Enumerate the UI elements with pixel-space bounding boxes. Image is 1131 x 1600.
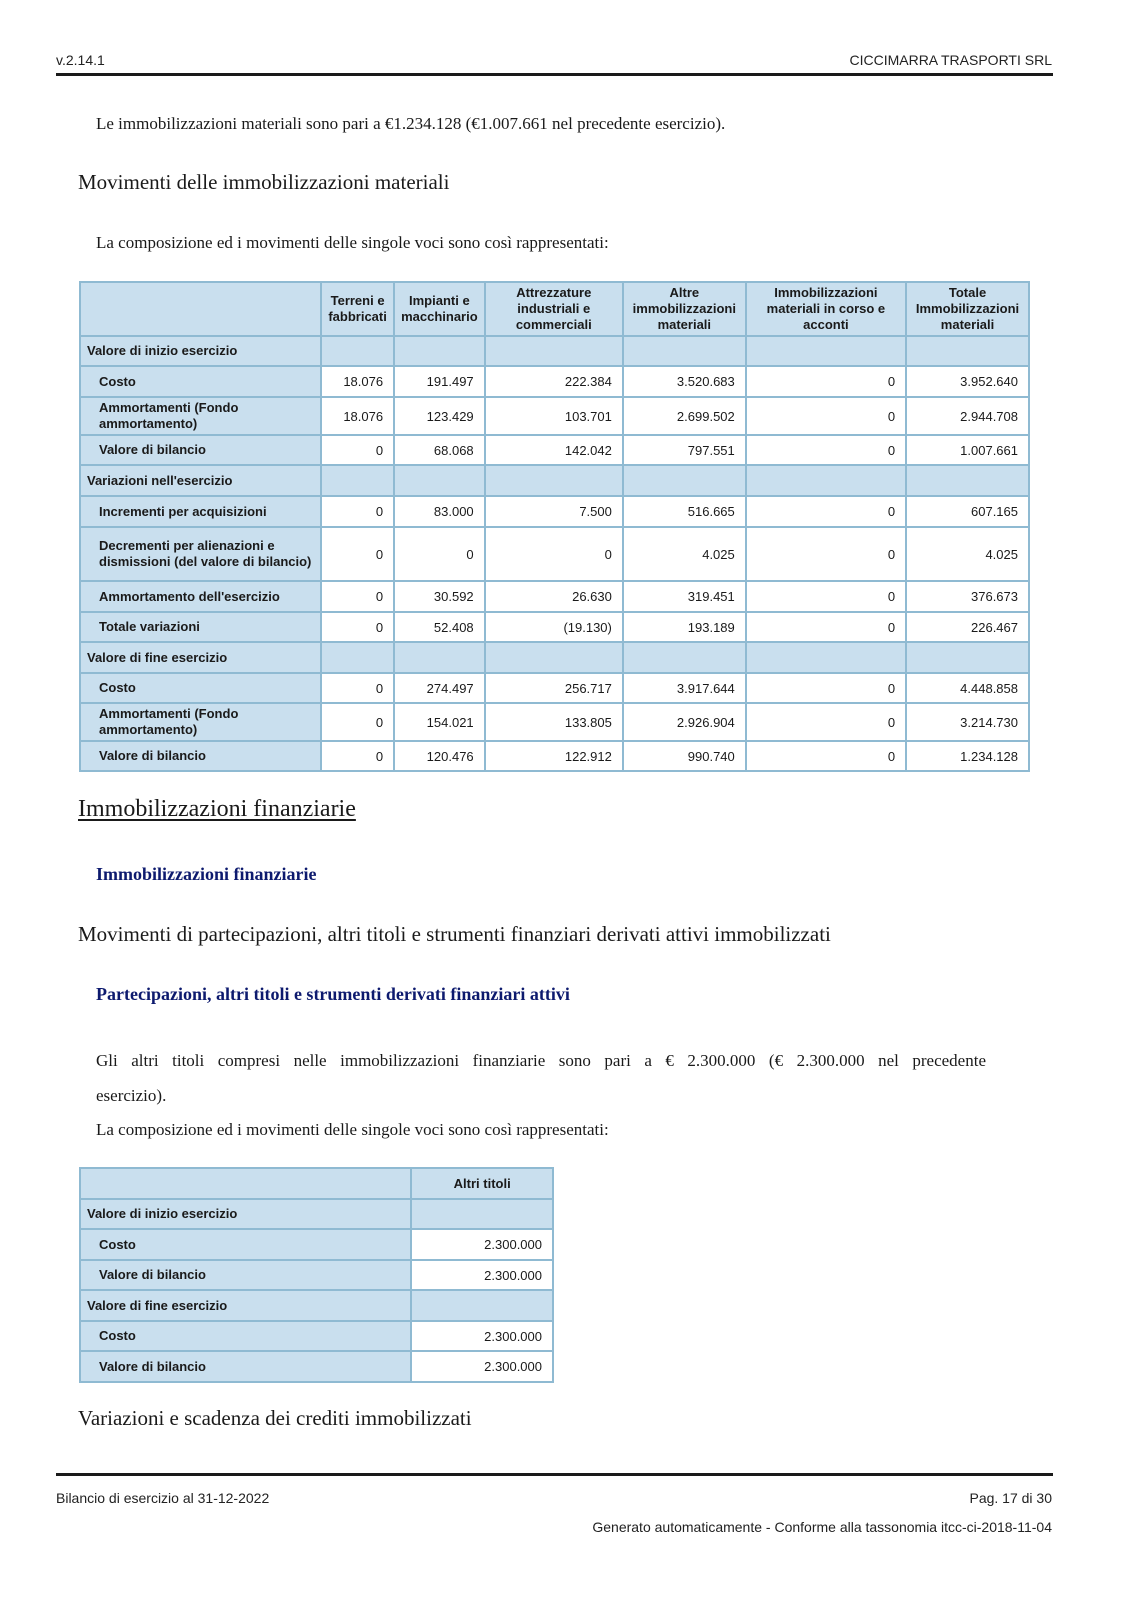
cell-value: 26.630: [485, 581, 623, 612]
cell-value: (19.130): [485, 612, 623, 642]
header-corner-cell: [80, 1168, 411, 1199]
cell-value: 120.476: [394, 741, 485, 771]
table-row: [80, 366, 1029, 397]
cell-value: 2.699.502: [623, 397, 746, 435]
table-row: [80, 703, 1029, 741]
section-title: Variazioni nell'esercizio: [80, 465, 321, 496]
cell-value: 0: [746, 435, 906, 465]
section-title: Valore di inizio esercizio: [80, 1199, 411, 1229]
cell-value: 4.025: [906, 527, 1029, 581]
tangible-assets-movements-table: [79, 281, 1030, 772]
cell-value: 0: [746, 397, 906, 435]
heading-movimenti-partecipazioni: Movimenti di partecipazioni, altri titoli e strumenti finanziari derivati attivi immobilizzati: [78, 922, 831, 946]
cell-value: 256.717: [485, 673, 623, 703]
cell-value: 2.300.000: [411, 1260, 553, 1290]
table-row: [80, 1260, 553, 1290]
cell-value: 3.520.683: [623, 366, 746, 397]
cell-value: 222.384: [485, 366, 623, 397]
row-label: Ammortamenti (Fondo ammortamento): [80, 703, 321, 741]
section-heading-immobilizzazioni-finanziarie: Immobilizzazioni finanziarie: [78, 796, 356, 822]
cell-value: 607.165: [906, 496, 1029, 527]
heading-variazioni-crediti: Variazioni e scadenza dei crediti immobilizzati: [78, 1406, 472, 1430]
row-label: Valore di bilancio: [80, 741, 321, 771]
row-label: Ammortamenti (Fondo ammortamento): [80, 397, 321, 435]
cell-value: 0: [321, 703, 394, 741]
cell-value: 52.408: [394, 612, 485, 642]
cell-value: 103.701: [485, 397, 623, 435]
cell-value: 68.068: [394, 435, 485, 465]
cell-value: 0: [746, 496, 906, 527]
row-label: Costo: [80, 366, 321, 397]
row-label: Decrementi per alienazioni e dismissioni (del valore di bilancio): [80, 527, 321, 581]
intro-paragraph: Le immobilizzazioni materiali sono pari a €1.234.128 (€1.007.661 nel precedente esercizio).: [96, 114, 726, 133]
cell-value: 142.042: [485, 435, 623, 465]
cell-value: 18.076: [321, 397, 394, 435]
row-label: Incrementi per acquisizioni: [80, 496, 321, 527]
cell-value: 123.429: [394, 397, 485, 435]
table-row: [80, 741, 1029, 771]
cell-value: 0: [394, 527, 485, 581]
section-row: [80, 336, 1029, 366]
subheading-partecipazioni: Partecipazioni, altri titoli e strumenti derivati finanziari attivi: [96, 984, 570, 1004]
cell-value: 274.497: [394, 673, 485, 703]
cell-value: 376.673: [906, 581, 1029, 612]
table-row: [80, 581, 1029, 612]
cell-value: 0: [321, 581, 394, 612]
column-header: Terreni e fabbricati: [321, 282, 394, 336]
footer-generated-note: Generato automaticamente - Conforme alla tassonomia itcc-ci-2018-11-04: [592, 1519, 1052, 1535]
section-row: [80, 1290, 553, 1321]
row-label: Costo: [80, 1229, 411, 1260]
row-label: Valore di bilancio: [80, 1351, 411, 1382]
cell-value: 0: [746, 527, 906, 581]
altri-titoli-table: [79, 1167, 554, 1383]
section-heading-movimenti-materiali: Movimenti delle immobilizzazioni materiali: [78, 170, 450, 194]
cell-value: 193.189: [623, 612, 746, 642]
section-title: Valore di fine esercizio: [80, 642, 321, 673]
table-header-row: [80, 282, 1029, 336]
cell-value: 7.500: [485, 496, 623, 527]
column-header: Altri titoli: [411, 1168, 553, 1199]
cell-value: 990.740: [623, 741, 746, 771]
table-row: [80, 673, 1029, 703]
page-number: Pag. 17 di 30: [969, 1490, 1052, 1506]
row-label: Ammortamento dell'esercizio: [80, 581, 321, 612]
section-row: [80, 1199, 553, 1229]
cell-value: 3.917.644: [623, 673, 746, 703]
table-header-row: [80, 1168, 553, 1199]
cell-value: 191.497: [394, 366, 485, 397]
column-header: Altre immobilizzazioni materiali: [623, 282, 746, 336]
table-row: [80, 1229, 553, 1260]
document-version: v.2.14.1: [56, 52, 105, 68]
cell-value: 226.467: [906, 612, 1029, 642]
row-label: Costo: [80, 673, 321, 703]
cell-value: 0: [321, 673, 394, 703]
column-header: Attrezzature industriali e commerciali: [485, 282, 623, 336]
table-lead-paragraph: La composizione ed i movimenti delle singole voci sono così rappresentati:: [96, 233, 609, 252]
cell-value: 0: [746, 703, 906, 741]
section-title: Valore di inizio esercizio: [80, 336, 321, 366]
table-lead-paragraph-2: La composizione ed i movimenti delle singole voci sono così rappresentati:: [96, 1120, 609, 1139]
column-header: Impianti e macchinario: [394, 282, 485, 336]
cell-value: 2.300.000: [411, 1351, 553, 1382]
altri-titoli-paragraph-line2: esercizio).: [96, 1086, 167, 1105]
column-header: Immobilizzazioni materiali in corso e acconti: [746, 282, 906, 336]
cell-value: 18.076: [321, 366, 394, 397]
table-row: [80, 397, 1029, 435]
header-corner-cell: [80, 282, 321, 336]
cell-value: 516.665: [623, 496, 746, 527]
cell-value: 1.007.661: [906, 435, 1029, 465]
cell-value: 0: [485, 527, 623, 581]
table-row: [80, 612, 1029, 642]
section-row: [80, 465, 1029, 496]
footer-divider: [56, 1473, 1053, 1476]
cell-value: 0: [321, 435, 394, 465]
cell-value: 0: [321, 612, 394, 642]
cell-value: 0: [321, 741, 394, 771]
cell-value: 0: [746, 581, 906, 612]
table-row: [80, 1351, 553, 1382]
row-label: Valore di bilancio: [80, 1260, 411, 1290]
cell-value: 797.551: [623, 435, 746, 465]
table-row: [80, 527, 1029, 581]
cell-value: 133.805: [485, 703, 623, 741]
cell-value: 0: [746, 612, 906, 642]
cell-value: 0: [746, 366, 906, 397]
cell-value: 2.926.904: [623, 703, 746, 741]
cell-value: 0: [321, 527, 394, 581]
cell-value: 0: [746, 741, 906, 771]
cell-value: 1.234.128: [906, 741, 1029, 771]
cell-value: 2.300.000: [411, 1321, 553, 1351]
cell-value: 3.214.730: [906, 703, 1029, 741]
subheading-immobilizzazioni-finanziarie: Immobilizzazioni finanziarie: [96, 864, 317, 884]
cell-value: 154.021: [394, 703, 485, 741]
cell-value: 83.000: [394, 496, 485, 527]
altri-titoli-paragraph-line1: Gli altri titoli compresi nelle immobilizzazioni finanziarie sono pari a € 2.300.000 (€ 2.300.000 nel precedente: [96, 1051, 986, 1070]
column-header: Totale Immobilizzazioni materiali: [906, 282, 1029, 336]
cell-value: 30.592: [394, 581, 485, 612]
section-title: Valore di fine esercizio: [80, 1290, 411, 1321]
cell-value: 0: [746, 673, 906, 703]
cell-value: 4.448.858: [906, 673, 1029, 703]
cell-value: 2.944.708: [906, 397, 1029, 435]
cell-value: 122.912: [485, 741, 623, 771]
cell-value: 319.451: [623, 581, 746, 612]
cell-value: 2.300.000: [411, 1229, 553, 1260]
row-label: Costo: [80, 1321, 411, 1351]
cell-value: 3.952.640: [906, 366, 1029, 397]
cell-value: 4.025: [623, 527, 746, 581]
table-row: [80, 435, 1029, 465]
footer-document-title: Bilancio di esercizio al 31-12-2022: [56, 1490, 270, 1506]
company-name: CICCIMARRA TRASPORTI SRL: [849, 52, 1052, 68]
row-label: Valore di bilancio: [80, 435, 321, 465]
section-row: [80, 642, 1029, 673]
table-row: [80, 496, 1029, 527]
row-label: Totale variazioni: [80, 612, 321, 642]
cell-value: 0: [321, 496, 394, 527]
table-row: [80, 1321, 553, 1351]
header-divider: [56, 73, 1053, 76]
